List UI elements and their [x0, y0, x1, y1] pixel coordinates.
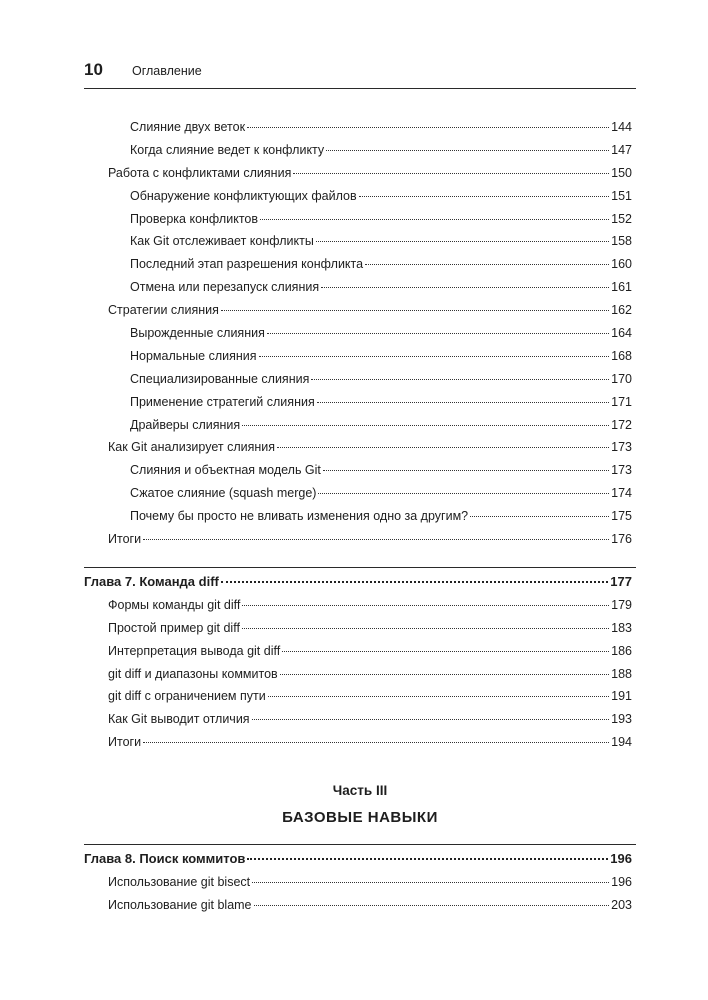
dot-leader — [242, 628, 609, 629]
toc-entry-title: Слияния и объектная модель Git — [130, 463, 321, 478]
toc-section-merging — [108, 116, 632, 551]
toc-entry-page: 174 — [611, 486, 632, 501]
toc-entry-title: Сжатое слияние (squash merge) — [130, 486, 317, 501]
toc-entry[interactable] — [108, 482, 632, 505]
toc-entry-page: 194 — [611, 735, 632, 750]
toc-entry-title: Как Git выводит отличия — [108, 712, 250, 727]
toc-entry-page: 162 — [611, 303, 632, 318]
dot-leader — [321, 287, 609, 288]
dot-leader — [323, 470, 609, 471]
toc-entry-page: 161 — [611, 280, 632, 295]
toc-entry-page: 168 — [611, 348, 632, 363]
toc-entry-page: 173 — [611, 440, 632, 455]
toc-entry-title: Применение стратегий слияния — [130, 394, 315, 409]
toc-entry-page: 164 — [611, 326, 632, 341]
toc-entry-title: Когда слияние ведет к конфликту — [130, 142, 325, 157]
toc-entry-page: 147 — [611, 142, 632, 157]
toc-entry-title: Проверка конфликтов — [130, 211, 258, 226]
toc-entry-title: Специализированные слияния — [130, 371, 310, 386]
toc-entry-page: 150 — [611, 165, 632, 180]
running-title: Оглавление — [132, 64, 202, 78]
toc-entry[interactable] — [108, 894, 632, 917]
toc-entry-page: 173 — [611, 463, 632, 478]
toc-entry-title: Интерпретация вывода git diff — [108, 643, 281, 658]
dot-leader — [311, 379, 609, 380]
chapter-page: 196 — [610, 851, 632, 866]
dot-leader — [359, 196, 609, 197]
toc-entry[interactable] — [108, 414, 632, 437]
toc-entry-page: 183 — [611, 620, 632, 635]
toc-entry-page: 144 — [611, 120, 632, 134]
header-rule — [84, 88, 636, 89]
dot-leader — [143, 539, 609, 540]
toc-entry[interactable] — [108, 640, 632, 663]
toc-entry[interactable] — [108, 663, 632, 686]
toc-entry-title: Итоги — [108, 532, 142, 547]
part-number: Часть III — [332, 783, 388, 798]
toc-entry-title: Простой пример git diff — [108, 620, 240, 635]
toc-entry-page: 172 — [611, 417, 632, 432]
toc-entry[interactable] — [108, 391, 632, 414]
toc-entry[interactable] — [108, 871, 632, 894]
toc-entry[interactable] — [108, 505, 632, 528]
dot-leader — [293, 173, 609, 174]
toc-entry[interactable] — [108, 208, 632, 231]
section-divider — [84, 844, 636, 845]
toc-entry[interactable] — [108, 594, 632, 617]
toc-entry[interactable] — [108, 528, 632, 551]
dot-leader — [318, 493, 609, 494]
dot-leader — [260, 219, 609, 220]
toc-entry-title: Вырожденные слияния — [130, 326, 265, 341]
dot-leader — [277, 447, 609, 448]
toc-entry-title: Нормальные слияния — [130, 348, 257, 363]
toc-entry[interactable] — [108, 708, 632, 731]
dot-leader — [221, 310, 609, 311]
dot-leader — [259, 356, 610, 357]
toc-entry-title: Почему бы просто не вливать изменения одно за другим? — [130, 509, 469, 524]
toc-entry-page: 186 — [611, 643, 632, 658]
dot-leader — [282, 651, 609, 652]
toc-entry-title: Формы команды git diff — [108, 597, 241, 612]
toc-chapter-8 — [84, 848, 632, 917]
toc-entry[interactable] — [108, 368, 632, 391]
page-number: 10 — [84, 60, 103, 79]
toc-entry-page: 175 — [611, 509, 632, 524]
toc-entry[interactable] — [108, 253, 632, 276]
toc-entry-title: git diff с ограничением пути — [108, 689, 266, 704]
toc-entry-page: 193 — [611, 712, 632, 727]
chapter-title: Глава 8. Поиск коммитов — [84, 851, 246, 866]
toc-entry-page: 176 — [611, 532, 632, 547]
toc-entry[interactable] — [108, 276, 632, 299]
toc-entry-page: 203 — [611, 897, 632, 912]
chapter-heading[interactable] — [84, 571, 632, 594]
toc-entry[interactable] — [108, 162, 632, 185]
dot-leader — [252, 719, 610, 720]
toc-entry-title: Стратегии слияния — [108, 303, 219, 318]
dot-leader — [242, 425, 609, 426]
toc-entry-page: 191 — [611, 689, 632, 704]
dot-leader — [247, 127, 609, 128]
toc-entry-title: Как Git анализирует слияния — [108, 440, 276, 455]
toc-entry[interactable] — [108, 617, 632, 640]
page-header — [84, 60, 632, 80]
dot-leader — [242, 605, 609, 606]
toc-entry[interactable] — [108, 230, 632, 253]
part-title: БАЗОВЫЕ НАВЫКИ — [282, 809, 438, 826]
toc-entry[interactable] — [108, 685, 632, 708]
dot-leader — [267, 333, 609, 334]
chapter-title: Глава 7. Команда diff — [84, 574, 219, 589]
toc-entry-page: 188 — [611, 666, 632, 681]
toc-entry-page: 152 — [611, 211, 632, 226]
toc-chapter-7 — [84, 571, 632, 754]
toc-entry-page: 151 — [611, 188, 632, 203]
chapter-page: 177 — [610, 574, 632, 589]
toc-entry-title: Работа с конфликтами слияния — [108, 165, 292, 180]
toc-entry[interactable] — [108, 139, 632, 162]
dot-leader — [268, 696, 609, 697]
toc-entry-page: 196 — [611, 874, 632, 889]
dot-leader — [365, 264, 609, 265]
toc-entry-page: 170 — [611, 371, 632, 386]
dot-leader — [280, 674, 609, 675]
dot-leader — [316, 241, 609, 242]
dot-leader — [317, 402, 609, 403]
toc-entry[interactable] — [108, 185, 632, 208]
toc-entry-page: 158 — [611, 234, 632, 249]
dot-leader — [221, 581, 608, 583]
toc-entry-title: Использование git bisect — [108, 874, 251, 889]
toc-entry[interactable] — [108, 299, 632, 322]
toc-entry-title: Последний этап разрешения конфликта — [130, 257, 364, 272]
toc-entry[interactable] — [108, 436, 632, 459]
dot-leader — [252, 882, 609, 883]
toc-entry[interactable] — [108, 459, 632, 482]
toc-entry-title: Отмена или перезапуск слияния — [130, 280, 320, 295]
dot-leader — [247, 858, 608, 860]
dot-leader — [470, 516, 609, 517]
toc-entry-title: Использование git blame — [108, 897, 252, 912]
toc-entry-page: 179 — [611, 597, 632, 612]
toc-entry[interactable] — [108, 116, 632, 139]
dot-leader — [326, 150, 609, 151]
dot-leader — [143, 742, 609, 743]
toc-entry-page: 171 — [611, 394, 632, 409]
toc-entry-title: git diff и диапазоны коммитов — [108, 666, 278, 681]
chapter-heading[interactable] — [84, 848, 632, 871]
toc-entry-title: Слияние двух веток — [130, 120, 246, 134]
toc-entry-title: Драйверы слияния — [130, 417, 241, 432]
toc-entry[interactable] — [108, 731, 632, 754]
toc-entry[interactable] — [108, 345, 632, 368]
toc-entry[interactable] — [108, 322, 632, 345]
section-divider — [84, 567, 636, 568]
toc-entry-title: Итоги — [108, 735, 142, 750]
toc-entry-page: 160 — [611, 257, 632, 272]
toc-entry-title: Как Git отслеживает конфликты — [130, 234, 314, 249]
dot-leader — [254, 905, 610, 906]
toc-entry-title: Обнаружение конфликтующих файлов — [130, 188, 357, 203]
